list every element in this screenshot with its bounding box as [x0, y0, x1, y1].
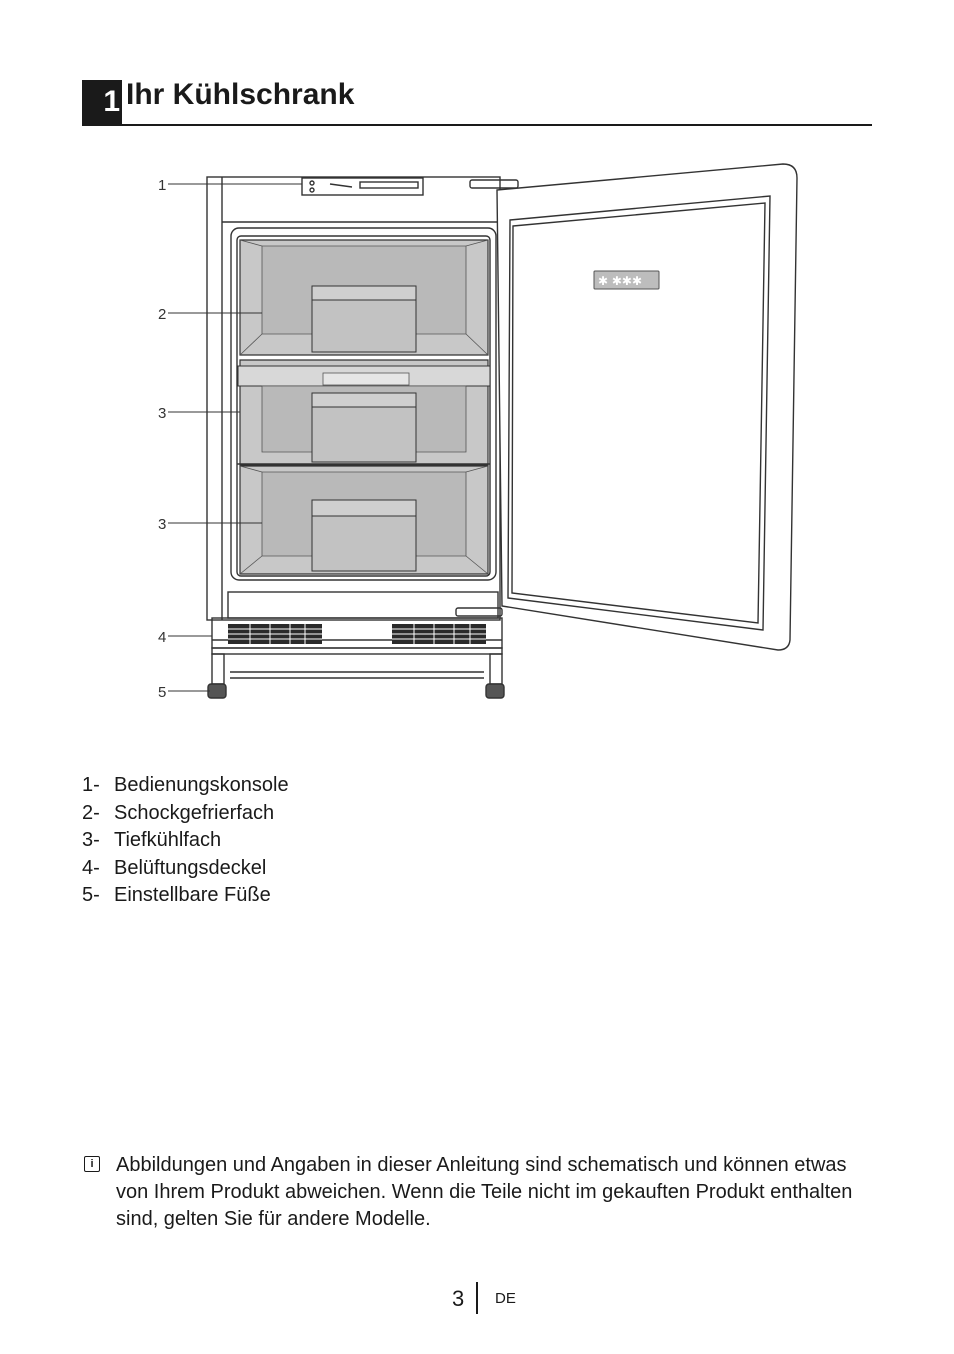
chapter-number: 1: [82, 80, 122, 124]
chapter-header: [82, 80, 872, 126]
open-door: [497, 164, 797, 650]
list-item: [82, 882, 289, 910]
callout-5: 5: [158, 684, 167, 701]
language-code: DE: [495, 1290, 516, 1307]
info-note: [82, 1152, 872, 1233]
star-rating-label: ✱ ✱✱✱: [598, 274, 643, 288]
control-panel: [302, 178, 423, 195]
list-item: [82, 827, 289, 855]
callout-4: 4: [158, 629, 167, 646]
part-label: Schockgefrierfach: [114, 801, 275, 824]
footer-divider: [476, 1282, 478, 1314]
callout-1: 1: [158, 177, 167, 194]
callout-2: 2: [158, 306, 167, 323]
part-number: 1-: [82, 774, 100, 796]
part-number: 5-: [82, 884, 100, 906]
part-number: 2-: [82, 801, 100, 824]
callout-3a: 3: [158, 405, 167, 422]
shock-freezer-compartment: [240, 240, 488, 355]
part-label: Bedienungskonsole: [114, 774, 289, 796]
list-item: [82, 800, 289, 828]
part-number: 3-: [82, 829, 100, 851]
part-number: 4-: [82, 856, 100, 879]
info-icon: i: [84, 1156, 100, 1172]
callout-3b: 3: [158, 516, 167, 533]
note-text: Abbildungen und Angaben in dieser Anleitung sind schematisch und können etwas von Ihrem Produkt abweichen. Wenn die Teile nicht im gekauften Produkt enthalten sind, gelten Sie für andere Modelle.: [116, 1154, 853, 1230]
part-label: Einstellbare Füße: [114, 884, 271, 906]
page-title: Ihr Kühlschrank: [126, 78, 355, 111]
door-hinge-top: [470, 180, 518, 188]
adjustable-foot-right: [486, 684, 504, 698]
freezer-compartment-lower: [240, 466, 488, 574]
part-label: Belüftungsdeckel: [114, 856, 267, 879]
part-label: Tiefkühlfach: [114, 829, 222, 851]
list-item: [82, 855, 289, 883]
freezer-compartment-upper: [238, 360, 490, 465]
door-hinge-bottom: [456, 608, 502, 616]
list-item: [82, 772, 289, 800]
adjustable-foot-left: [208, 684, 226, 698]
parts-list: [82, 772, 289, 910]
page-number: 3: [452, 1286, 465, 1311]
freezer-diagram: [150, 160, 810, 720]
